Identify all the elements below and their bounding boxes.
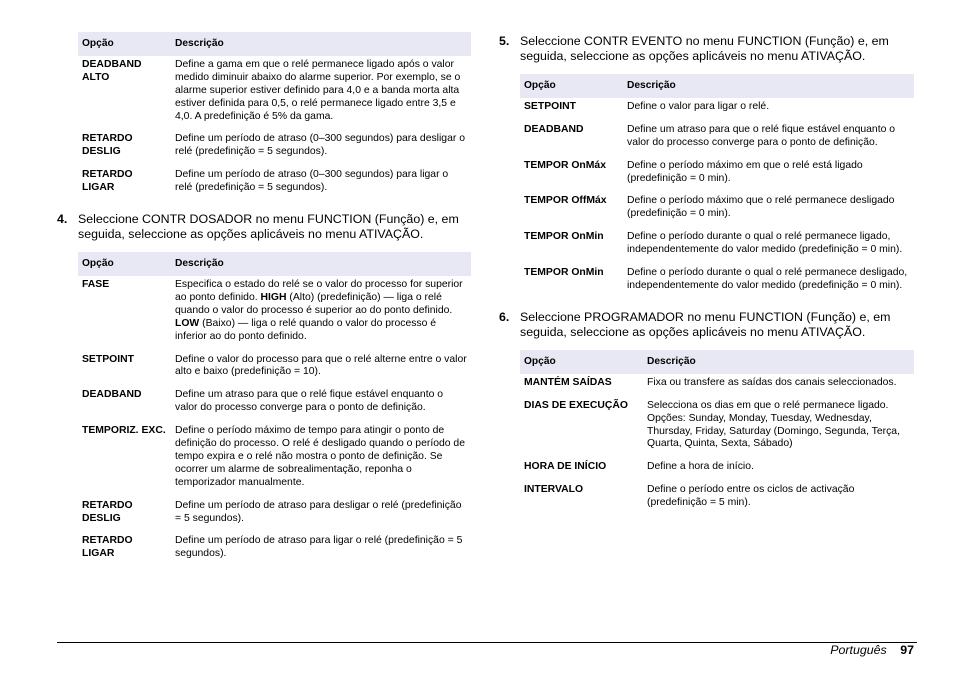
page-footer	[830, 643, 914, 658]
footer-rule	[57, 642, 917, 643]
table-row	[78, 532, 471, 568]
page-number: 97	[900, 643, 914, 657]
table-row	[520, 98, 914, 121]
description-part: (Baixo) — liga o relé quando o valor do processo é inferior ao do ponto definido.	[175, 317, 437, 342]
step-number: 5.	[499, 34, 510, 48]
description-part: HIGH	[260, 291, 287, 303]
option-description: Define o valor para ligar o relé.	[627, 100, 770, 112]
option-name: INTERVALO	[524, 484, 584, 496]
option-description: Fixa ou transfere as saídas dos canais seleccionados.	[647, 376, 897, 388]
table-row	[520, 228, 914, 264]
description-part: LOW	[175, 317, 200, 329]
description-part: (Alto) (predefinição) — liga o relé quando o valor do processo é superior ao do ponto definido.	[175, 291, 453, 316]
table-row	[78, 386, 471, 422]
table-row	[520, 458, 914, 481]
table-row	[78, 130, 471, 166]
option-description: Define o valor do processo para que o relé alterne entre o valor alto e baixo (predefinição = 10).	[175, 353, 467, 378]
option-name: FASE	[82, 278, 110, 290]
option-name: RETARDO DESLIG	[82, 133, 133, 158]
table-row	[78, 166, 471, 202]
step-number: 6.	[499, 309, 510, 324]
option-name: HORA DE INÍCIO	[524, 461, 607, 473]
option-name: MANTÉM SAÍDAS	[524, 376, 612, 388]
option-description: Define um atraso para que o relé fique estável enquanto o valor do processo converge para o ponto de definição.	[627, 123, 896, 148]
table-row	[520, 374, 914, 397]
column-header-description: Descrição	[171, 32, 471, 56]
option-description: Define um período de atraso para desligar o relé (predefinição = 5 segundos).	[175, 499, 462, 524]
option-description: Define o período máximo de tempo para atingir o ponto de definição do processo. O relé é desligado quando o período de tempo expira e o relé não mostra o ponto de definição. Se ocorrer um alarme de sobrealimentação, reponha o temporizador manualmente.	[175, 425, 465, 488]
column-header-option: Opção	[520, 350, 643, 374]
table-row	[520, 397, 914, 459]
step-text: Seleccione PROGRAMADOR no menu FUNCTION (Função) e, em seguida, seleccione as opções aplicáveis no menu ATIVAÇÃO.	[520, 309, 891, 339]
option-name: SETPOINT	[524, 100, 576, 112]
evento-options-table	[520, 74, 914, 300]
option-name: RETARDO DESLIG	[82, 499, 133, 524]
column-header-option: Opção	[78, 32, 171, 56]
step-5	[499, 34, 914, 64]
column-header-description: Descrição	[171, 252, 471, 276]
option-description: Selecciona os dias em que o relé permanece ligado. Opções: Sunday, Monday, Tuesday, Wednesday, Thursday, Friday, Saturday (Domingo, Segunda, Terça, Quarta, Quinta, Sexta, Sábado)	[647, 399, 900, 450]
step-number: 4.	[57, 212, 68, 227]
table-row	[520, 121, 914, 157]
option-name: DIAS DE EXECUÇÃO	[524, 399, 628, 411]
left-column	[57, 32, 471, 568]
table-row	[78, 497, 471, 533]
table-row	[78, 422, 471, 497]
column-header-option: Opção	[78, 252, 171, 276]
option-name: SETPOINT	[82, 353, 134, 365]
option-name: RETARDO LIGAR	[82, 169, 133, 194]
option-description: Define um período de atraso (0–300 segundos) para ligar o relé (predefinição = 5 segundos).	[175, 169, 449, 194]
option-name: TEMPORIZ. EXC.	[82, 425, 166, 437]
column-header-option: Opção	[520, 74, 623, 98]
table-row	[78, 276, 471, 351]
option-description	[171, 276, 471, 351]
right-column	[499, 32, 914, 517]
programador-options-table	[520, 350, 914, 517]
option-description: Define um período de atraso para ligar o relé (predefinição = 5 segundos).	[175, 535, 463, 560]
option-description: Define o período máximo que o relé permanece desligado (predefinição = 0 min).	[627, 195, 895, 220]
option-name: RETARDO LIGAR	[82, 535, 133, 560]
option-name: DEADBAND ALTO	[82, 58, 142, 83]
step-4	[57, 212, 471, 242]
column-header-description: Descrição	[623, 74, 914, 98]
table-row	[520, 481, 914, 517]
option-name: DEADBAND	[82, 389, 142, 401]
table-row	[78, 351, 471, 387]
option-name: TEMPOR OnMin	[524, 267, 604, 279]
option-name: DEADBAND	[524, 123, 584, 135]
description-part: Especifica o estado do relé se o valor do processo for superior ao ponto definido.	[175, 278, 463, 303]
table-row	[78, 56, 471, 131]
option-name: TEMPOR OffMáx	[524, 195, 607, 207]
option-name: TEMPOR OnMin	[524, 231, 604, 243]
footer-language: Português	[830, 643, 887, 657]
step-text: Seleccione CONTR DOSADOR no menu FUNCTION (Função) e, em seguida, seleccione as opções aplicáveis no menu ATIVAÇÃO.	[78, 212, 459, 242]
option-description: Define o período entre os ciclos de activação (predefinição = 5 min).	[647, 484, 855, 509]
option-description: Define o período durante o qual o relé permanece desligado, independentemente do valor medido (predefinição = 0 min).	[627, 267, 908, 291]
dosador-options-table	[78, 252, 471, 568]
option-name: TEMPOR OnMáx	[524, 159, 606, 171]
step-text: Seleccione CONTR EVENTO no menu FUNCTION (Função) e, em seguida, seleccione as opções aplicáveis no menu ATIVAÇÃO.	[520, 34, 889, 63]
option-description: Define a gama em que o relé permanece ligado após o valor medido diminuir abaixo do alarme superior. Por exemplo, se o alarme superior estiver definido para 4,0 e a banda morta alta estiver definida para 0,5, o relé permanece ligado entre 3,5 e 4,0. A predefinição é 5% da gama.	[175, 58, 461, 122]
option-description: Define o período máximo em que o relé está ligado (predefinição = 0 min).	[627, 159, 863, 184]
option-description: Define um atraso para que o relé fique estável enquanto o valor do processo converge para o ponto de definição.	[175, 389, 444, 414]
option-description: Define o período durante o qual o relé permanece ligado, independentemente do valor medido (predefinição = 0 min).	[627, 231, 903, 256]
alarm-options-table	[78, 32, 471, 202]
option-description: Define um período de atraso (0–300 segundos) para desligar o relé (predefinição = 5 segundos).	[175, 133, 465, 158]
step-6	[499, 309, 914, 340]
table-row	[520, 157, 914, 193]
table-row	[520, 264, 914, 300]
option-description: Define a hora de início.	[647, 461, 754, 473]
column-header-description: Descrição	[643, 350, 914, 374]
table-row	[520, 192, 914, 228]
